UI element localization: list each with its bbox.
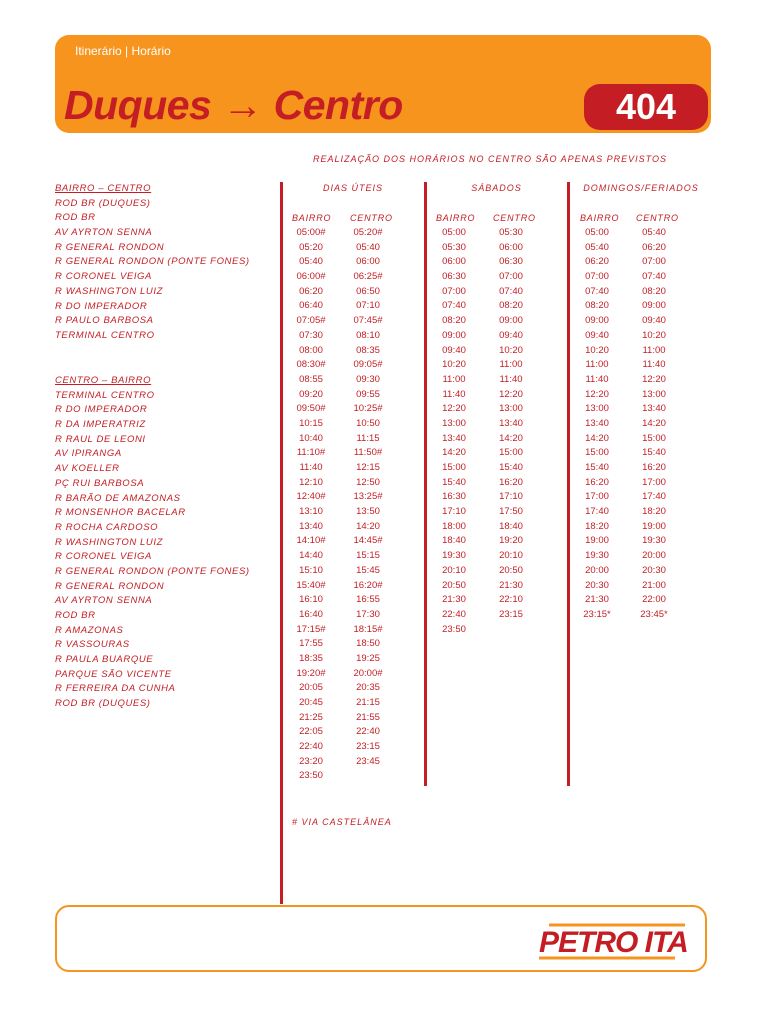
petro-ita-logo bbox=[535, 919, 705, 961]
departure-time: 06:30 bbox=[499, 256, 523, 268]
itinerary-stop: R RAUL DE LEONI bbox=[55, 433, 146, 445]
departure-time: 15:40 bbox=[585, 462, 609, 473]
departure-time: 15:45 bbox=[356, 564, 380, 576]
departure-time: 22:00 bbox=[642, 594, 666, 606]
departure-time: 07:45# bbox=[353, 315, 383, 327]
departure-time: 14:20 bbox=[442, 447, 466, 459]
departure-time: 12:20 bbox=[499, 388, 523, 400]
departure-time: 15:40 bbox=[642, 447, 666, 459]
departure-time: 08:20 bbox=[642, 285, 666, 297]
departure-time: 20:00# bbox=[353, 667, 383, 679]
departure-time: 13:40 bbox=[642, 403, 666, 415]
departure-time: 15:10 bbox=[299, 564, 323, 576]
departure-time: 07:40 bbox=[499, 285, 523, 297]
departure-time: 20:50 bbox=[499, 564, 523, 576]
departure-time: 19:25 bbox=[356, 652, 380, 664]
itinerary-stop: R GENERAL RONDON bbox=[55, 580, 165, 592]
itinerary-stop: R CORONEL VEIGA bbox=[55, 551, 152, 563]
departure-time: 09:55 bbox=[356, 388, 380, 400]
departure-time: 20:10 bbox=[499, 550, 523, 562]
itinerary-stop: ROD BR (DUQUES) bbox=[55, 197, 151, 209]
departure-time: 19:20 bbox=[499, 535, 523, 547]
departure-time: 07:00 bbox=[585, 271, 609, 283]
departure-time: 09:50# bbox=[296, 403, 326, 415]
departure-time: 16:20 bbox=[499, 476, 523, 488]
itinerary-stop: R WASHINGTON LUIZ bbox=[55, 536, 164, 548]
itinerary-stop: TERMINAL CENTRO bbox=[55, 389, 155, 401]
departure-time: 21:25 bbox=[299, 711, 323, 723]
departure-time: 05:00 bbox=[442, 227, 466, 238]
departure-time: 06:20 bbox=[642, 241, 666, 253]
departure-time: 08:20 bbox=[499, 300, 523, 312]
departure-time: 09:40 bbox=[642, 315, 666, 327]
sunday-holiday-heading: DOMINGOS/FERIADOS bbox=[583, 183, 699, 193]
departure-time: 23:15 bbox=[356, 741, 380, 753]
departure-time: 06:00 bbox=[442, 256, 466, 268]
departure-time: 13:25# bbox=[353, 491, 383, 503]
departure-time: 09:30 bbox=[356, 373, 380, 385]
departure-time: 15:00 bbox=[642, 432, 666, 444]
departure-time: 21:15 bbox=[356, 697, 380, 708]
departure-time: 13:00 bbox=[499, 403, 523, 415]
route-title: Duques → Centro bbox=[64, 82, 403, 128]
weekday-bairro-times bbox=[286, 226, 336, 784]
itinerary-stop: AV KOELLER bbox=[55, 463, 120, 475]
itinerary-stop: R MONSENHOR BACELAR bbox=[55, 507, 186, 519]
departure-time: 12:20 bbox=[642, 373, 666, 385]
header-banner bbox=[55, 35, 711, 133]
departure-time: 07:05# bbox=[296, 315, 326, 327]
departure-time: 10:20 bbox=[642, 329, 666, 341]
weekday-heading: DIAS ÚTEIS bbox=[322, 183, 383, 193]
departure-time: 19:00 bbox=[585, 535, 609, 547]
itinerary-stop: R ROCHA CARDOSO bbox=[55, 521, 159, 533]
departure-time: 07:00 bbox=[499, 271, 523, 283]
departure-time: 09:40 bbox=[442, 344, 466, 356]
departure-time: 14:20 bbox=[585, 432, 609, 444]
header-subtitle: Itinerário | Horário bbox=[75, 44, 171, 58]
departure-time: 07:00 bbox=[442, 285, 466, 297]
itinerary-stop: R PAULO BARBOSA bbox=[55, 315, 154, 327]
departure-time: 05:30 bbox=[442, 241, 466, 253]
departure-time: 09:05# bbox=[353, 359, 383, 371]
departure-time: 10:50 bbox=[356, 417, 380, 429]
departure-time: 16:20 bbox=[585, 476, 609, 488]
departure-time: 13:50 bbox=[356, 506, 380, 518]
departure-time: 09:00 bbox=[585, 315, 609, 327]
departure-time: 15:40# bbox=[296, 579, 326, 591]
departure-time: 18:40 bbox=[442, 535, 466, 547]
itinerary-stop: TERMINAL CENTRO bbox=[55, 329, 155, 341]
itinerary-stop: R GENERAL RONDON (PONTE FONES) bbox=[55, 256, 250, 268]
itinerary-stop: R PAULA BUARQUE bbox=[55, 654, 154, 666]
departure-time: 08:20 bbox=[442, 315, 466, 327]
departure-time: 06:25# bbox=[353, 271, 383, 283]
departure-time: 23:45 bbox=[356, 755, 380, 767]
departure-time: 20:05 bbox=[299, 682, 323, 694]
departure-time: 18:40 bbox=[499, 520, 523, 532]
departure-time: 09:00 bbox=[442, 329, 466, 341]
departure-time: 22:40 bbox=[442, 608, 466, 620]
departure-time: 17:30 bbox=[356, 608, 380, 620]
departure-time: 06:30 bbox=[442, 271, 466, 283]
departure-time: 21:30 bbox=[585, 594, 609, 606]
departure-time: 13:40 bbox=[499, 417, 523, 429]
departure-time: 05:20 bbox=[299, 241, 323, 253]
departure-time: 10:20 bbox=[442, 359, 466, 371]
departure-time: 06:50 bbox=[356, 285, 380, 297]
departure-time: 18:50 bbox=[356, 638, 380, 650]
departure-time: 13:40 bbox=[585, 417, 609, 429]
sunday-bairro-times bbox=[572, 226, 622, 623]
departure-time: 07:40 bbox=[442, 300, 466, 312]
departure-time: 12:10 bbox=[299, 476, 323, 488]
departure-time: 11:15 bbox=[356, 432, 380, 444]
departure-time: 18:00 bbox=[442, 520, 466, 532]
departure-time: 15:00 bbox=[585, 447, 609, 459]
departure-time: 22:40 bbox=[356, 726, 380, 738]
departure-time: 19:30 bbox=[442, 550, 466, 562]
departure-time: 14:45# bbox=[353, 535, 383, 547]
departure-time: 06:00 bbox=[499, 241, 523, 253]
departure-time: 07:40 bbox=[585, 285, 609, 297]
departure-time: 07:40 bbox=[642, 271, 666, 283]
departure-time: 11:10# bbox=[296, 447, 326, 459]
departure-time: 17:00 bbox=[642, 476, 666, 488]
departure-time: 12:20 bbox=[585, 388, 609, 400]
departure-time: 17:40 bbox=[585, 506, 609, 518]
itinerary-stop: R GENERAL RONDON (PONTE FONES) bbox=[55, 565, 250, 577]
centro-label: CENTRO bbox=[636, 213, 679, 223]
itinerary-stop: R FERREIRA DA CUNHA bbox=[55, 683, 176, 695]
departure-time: 20:00 bbox=[585, 564, 609, 576]
departure-time: 19:30 bbox=[585, 550, 609, 562]
departure-time: 17:55 bbox=[299, 638, 323, 650]
itinerary-stop: AV AYRTON SENNA bbox=[55, 595, 153, 607]
departure-time: 05:40 bbox=[299, 256, 323, 268]
departure-time: 14:20 bbox=[642, 417, 666, 429]
departure-time: 13:10 bbox=[299, 506, 323, 518]
departure-time: 20:50 bbox=[442, 579, 466, 591]
departure-time: 19:20# bbox=[296, 667, 326, 679]
departure-time: 07:10 bbox=[356, 300, 380, 312]
departure-time: 12:50 bbox=[356, 476, 380, 488]
departure-time: 22:05 bbox=[299, 726, 323, 738]
departure-time: 05:30 bbox=[499, 227, 523, 238]
departure-time: 15:15 bbox=[356, 550, 380, 562]
centro-label: CENTRO bbox=[350, 213, 393, 223]
departure-time: 20:45 bbox=[299, 697, 323, 708]
departure-time: 23:15 bbox=[499, 608, 523, 620]
departure-time: 16:30 bbox=[442, 491, 466, 503]
itinerary-stop: PÇ RUI BARBOSA bbox=[55, 477, 145, 489]
itinerary-bairro-centro bbox=[55, 182, 277, 344]
departure-time: 12:15 bbox=[356, 462, 380, 473]
departure-time: 14:20 bbox=[499, 432, 523, 444]
departure-time: 13:40 bbox=[442, 432, 466, 444]
departure-time: 11:40 bbox=[642, 359, 666, 371]
departure-time: 11:00 bbox=[642, 344, 666, 356]
departure-time: 11:40 bbox=[299, 462, 323, 473]
departure-time: 16:20# bbox=[353, 579, 383, 591]
departure-time: 17:50 bbox=[499, 506, 523, 518]
column-divider bbox=[280, 182, 283, 904]
departure-time: 19:30 bbox=[642, 535, 666, 547]
departure-time: 17:10 bbox=[442, 506, 466, 518]
departure-time: 21:55 bbox=[356, 711, 380, 723]
itinerary-stop: PARQUE SÃO VICENTE bbox=[55, 668, 172, 680]
itinerary-stop: ROD BR bbox=[55, 610, 96, 621]
departure-time: 23:20 bbox=[299, 755, 323, 767]
departure-time: 11:00 bbox=[585, 359, 609, 371]
departure-time: 11:40 bbox=[585, 373, 609, 385]
departure-time: 15:00 bbox=[499, 447, 523, 459]
departure-time: 13:00 bbox=[585, 403, 609, 415]
itinerary-stop: R CORONEL VEIGA bbox=[55, 271, 152, 283]
departure-time: 15:40 bbox=[499, 462, 523, 473]
legend-note: # VIA CASTELÂNEA bbox=[292, 817, 392, 827]
departure-time: 14:10# bbox=[296, 535, 326, 547]
departure-time: 09:40 bbox=[585, 329, 609, 341]
itinerary-stop: AV IPIRANGA bbox=[55, 448, 122, 460]
departure-time: 11:50# bbox=[353, 447, 383, 459]
departure-time: 06:00# bbox=[296, 271, 326, 283]
sunday-centro-times bbox=[629, 226, 679, 623]
logo-text: PETRO ITA bbox=[539, 926, 688, 959]
route-number-badge: 404 bbox=[584, 84, 708, 130]
column-divider bbox=[567, 182, 570, 786]
itinerary-stop: ROD BR (DUQUES) bbox=[55, 698, 151, 710]
departure-time: 19:00 bbox=[642, 520, 666, 532]
departure-time: 20:30 bbox=[642, 564, 666, 576]
itinerary-stop: ROD BR bbox=[55, 212, 96, 224]
departure-time: 11:00 bbox=[442, 373, 466, 385]
departure-time: 10:40 bbox=[299, 432, 323, 444]
departure-time: 14:40 bbox=[299, 550, 323, 562]
departure-time: 07:00 bbox=[642, 256, 666, 268]
saturday-heading: SÁBADOS bbox=[471, 183, 522, 193]
departure-time: 05:40 bbox=[356, 241, 380, 253]
itinerary-heading: CENTRO – BAIRRO bbox=[55, 375, 152, 386]
departure-time: 17:00 bbox=[585, 491, 609, 503]
departure-time: 23:15* bbox=[583, 608, 611, 620]
departure-time: 08:35 bbox=[356, 344, 380, 356]
departure-time: 13:40 bbox=[299, 520, 323, 532]
departure-time: 17:40 bbox=[642, 491, 666, 503]
departure-time: 21:00 bbox=[642, 579, 666, 591]
departure-time: 06:20 bbox=[299, 285, 323, 297]
departure-time: 23:45* bbox=[640, 608, 668, 620]
departure-time: 11:00 bbox=[499, 359, 523, 371]
itinerary-heading: BAIRRO – CENTRO bbox=[55, 183, 152, 194]
departure-time: 08:30# bbox=[296, 359, 326, 371]
departure-time: 17:10 bbox=[499, 491, 523, 503]
departure-time: 18:15# bbox=[353, 623, 383, 635]
departure-time: 05:00 bbox=[585, 227, 609, 238]
bairro-label: BAIRRO bbox=[436, 213, 476, 223]
weekday-centro-times bbox=[343, 226, 393, 769]
departure-time: 08:55 bbox=[299, 373, 323, 385]
departure-time: 08:20 bbox=[585, 300, 609, 312]
bairro-label: BAIRRO bbox=[292, 213, 332, 223]
departure-time: 16:10 bbox=[299, 594, 323, 606]
departure-time: 08:10 bbox=[356, 329, 380, 341]
departure-time: 11:40 bbox=[499, 373, 523, 385]
departure-time: 10:20 bbox=[499, 344, 523, 356]
departure-time: 15:40 bbox=[442, 476, 466, 488]
saturday-bairro-times bbox=[429, 226, 479, 637]
departure-time: 16:40 bbox=[299, 608, 323, 620]
column-divider bbox=[424, 182, 427, 786]
departure-time: 07:30 bbox=[299, 329, 323, 341]
departure-time: 12:20 bbox=[442, 403, 466, 415]
departure-time: 17:15# bbox=[296, 623, 326, 635]
itinerary-stop: R DA IMPERATRIZ bbox=[55, 419, 146, 431]
itinerary-stop: R DO IMPERADOR bbox=[55, 404, 148, 416]
footer-box bbox=[55, 905, 707, 972]
bairro-label: BAIRRO bbox=[580, 213, 620, 223]
itinerary-centro-bairro bbox=[55, 374, 277, 712]
itinerary-stop: R BARÃO DE AMAZONAS bbox=[55, 492, 181, 504]
itinerary-stop: AV AYRTON SENNA bbox=[55, 227, 153, 239]
departure-time: 10:15 bbox=[299, 417, 323, 429]
departure-time: 08:00 bbox=[299, 344, 323, 356]
departure-time: 10:20 bbox=[585, 344, 609, 356]
departure-time: 06:00 bbox=[356, 256, 380, 268]
departure-time: 16:20 bbox=[642, 462, 666, 473]
itinerary-stop: R AMAZONAS bbox=[55, 624, 124, 636]
departure-time: 09:00 bbox=[642, 300, 666, 312]
departure-time: 06:40 bbox=[299, 300, 323, 312]
departure-time: 13:00 bbox=[642, 388, 666, 400]
departure-time: 12:40# bbox=[296, 491, 326, 503]
departure-time: 09:40 bbox=[499, 329, 523, 341]
departure-time: 05:40 bbox=[585, 241, 609, 253]
departure-time: 18:20 bbox=[585, 520, 609, 532]
departure-time: 11:40 bbox=[442, 388, 466, 400]
departure-time: 13:00 bbox=[442, 417, 466, 429]
departure-time: 14:20 bbox=[356, 520, 380, 532]
departure-time: 20:30 bbox=[585, 579, 609, 591]
departure-time: 10:25# bbox=[353, 403, 383, 415]
departure-time: 18:35 bbox=[299, 652, 323, 664]
itinerary-stop: R WASHINGTON LUIZ bbox=[55, 285, 164, 297]
departure-time: 23:50 bbox=[442, 623, 466, 635]
itinerary-stop: R GENERAL RONDON bbox=[55, 241, 165, 253]
departure-time: 15:00 bbox=[442, 462, 466, 473]
departure-time: 09:00 bbox=[499, 315, 523, 327]
departure-time: 20:10 bbox=[442, 564, 466, 576]
schedule-notice: REALIZAÇÃO DOS HORÁRIOS NO CENTRO SÃO APENAS PREVISTOS bbox=[312, 154, 668, 164]
departure-time: 22:10 bbox=[499, 594, 523, 606]
itinerary-stop: R VASSOURAS bbox=[55, 639, 130, 651]
departure-time: 20:00 bbox=[642, 550, 666, 562]
departure-time: 06:20 bbox=[585, 256, 609, 268]
departure-time: 05:20# bbox=[353, 227, 383, 238]
departure-time: 20:35 bbox=[356, 682, 380, 694]
departure-time: 18:20 bbox=[642, 506, 666, 518]
departure-time: 21:30 bbox=[442, 594, 466, 606]
departure-time: 16:55 bbox=[356, 594, 380, 606]
saturday-centro-times bbox=[486, 226, 536, 623]
departure-time: 22:40 bbox=[299, 741, 323, 753]
departure-time: 21:30 bbox=[499, 579, 523, 591]
departure-time: 23:50 bbox=[299, 770, 323, 782]
departure-time: 05:40 bbox=[642, 227, 666, 238]
itinerary-stop: R DO IMPERADOR bbox=[55, 300, 148, 312]
departure-time: 09:20 bbox=[299, 388, 323, 400]
departure-time: 05:00# bbox=[296, 227, 326, 238]
centro-label: CENTRO bbox=[493, 213, 536, 223]
